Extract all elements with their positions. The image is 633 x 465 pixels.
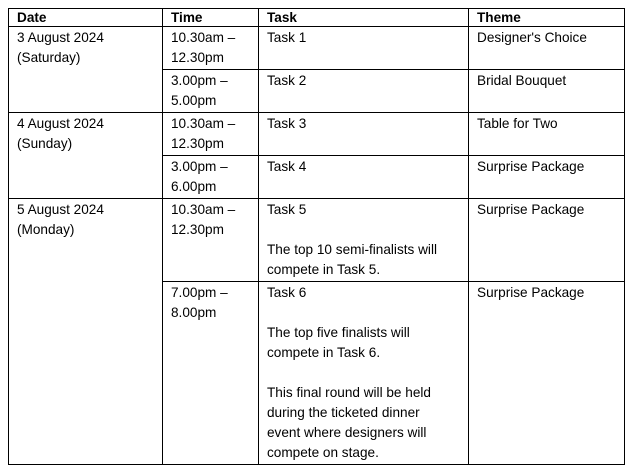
task-title: Task 5 [267, 202, 307, 217]
theme-name: Surprise Package [477, 159, 585, 174]
date-cell [9, 199, 163, 465]
date-text: 3 August 2024 [17, 30, 104, 45]
task-cell [259, 282, 469, 465]
note-line: compete in Task 6. [267, 345, 381, 360]
time-cell [163, 156, 259, 199]
note-line: during the ticketed dinner [267, 405, 420, 420]
task-note [267, 383, 460, 463]
task-cell [259, 70, 469, 113]
time-cell [163, 70, 259, 113]
time-start: 7.00pm – [171, 285, 228, 300]
weekday-text: (Saturday) [17, 50, 81, 65]
task-name: Task 3 [267, 116, 307, 131]
weekday-text: (Monday) [17, 222, 75, 237]
theme-name: Table for Two [477, 116, 558, 131]
note-line: The top 10 semi-finalists will [267, 242, 437, 257]
task-cell [259, 113, 469, 156]
date-text: 4 August 2024 [17, 116, 104, 131]
note-line: The top five finalists will [267, 325, 410, 340]
note-line: compete on stage. [267, 445, 379, 460]
date-cell [9, 113, 163, 199]
theme-name: Bridal Bouquet [477, 73, 567, 88]
header-theme: Theme [469, 9, 625, 27]
time-end: 12.30pm [171, 222, 224, 237]
time-cell [163, 113, 259, 156]
note-line: event where designers will [267, 425, 427, 440]
weekday-text: (Sunday) [17, 136, 73, 151]
time-end: 5.00pm [171, 93, 217, 108]
theme-name: Surprise Package [477, 202, 585, 217]
theme-cell [469, 199, 625, 282]
task-name [267, 200, 460, 220]
theme-name: Designer's Choice [477, 30, 587, 45]
theme-cell [469, 282, 625, 465]
time-cell [163, 199, 259, 282]
task-name: Task 2 [267, 73, 307, 88]
table-row [9, 27, 625, 70]
task-cell [259, 27, 469, 70]
header-task: Task [259, 9, 469, 27]
theme-cell [469, 113, 625, 156]
time-end: 12.30pm [171, 50, 224, 65]
task-name [267, 283, 460, 303]
note-line: This final round will be held [267, 385, 431, 400]
task-cell [259, 199, 469, 282]
schedule-container [8, 8, 625, 465]
task-note [267, 240, 460, 280]
task-note [267, 323, 460, 363]
theme-cell [469, 70, 625, 113]
theme-cell [469, 27, 625, 70]
table-row [9, 113, 625, 156]
time-start: 10.30am – [171, 202, 236, 217]
schedule-table [8, 8, 625, 465]
time-start: 10.30am – [171, 30, 236, 45]
date-text: 5 August 2024 [17, 202, 104, 217]
time-cell [163, 282, 259, 465]
task-cell [259, 156, 469, 199]
header-time: Time [163, 9, 259, 27]
theme-name: Surprise Package [477, 285, 585, 300]
header-row [9, 9, 625, 27]
task-name: Task 1 [267, 30, 307, 45]
task-title: Task 6 [267, 285, 307, 300]
time-start: 10.30am – [171, 116, 236, 131]
time-start: 3.00pm – [171, 159, 228, 174]
date-cell [9, 27, 163, 113]
task-name: Task 4 [267, 159, 307, 174]
time-end: 12.30pm [171, 136, 224, 151]
header-date: Date [9, 9, 163, 27]
time-start: 3.00pm – [171, 73, 228, 88]
table-row [9, 199, 625, 282]
time-cell [163, 27, 259, 70]
time-end: 8.00pm [171, 305, 217, 320]
time-end: 6.00pm [171, 179, 217, 194]
note-line: compete in Task 5. [267, 262, 381, 277]
theme-cell [469, 156, 625, 199]
